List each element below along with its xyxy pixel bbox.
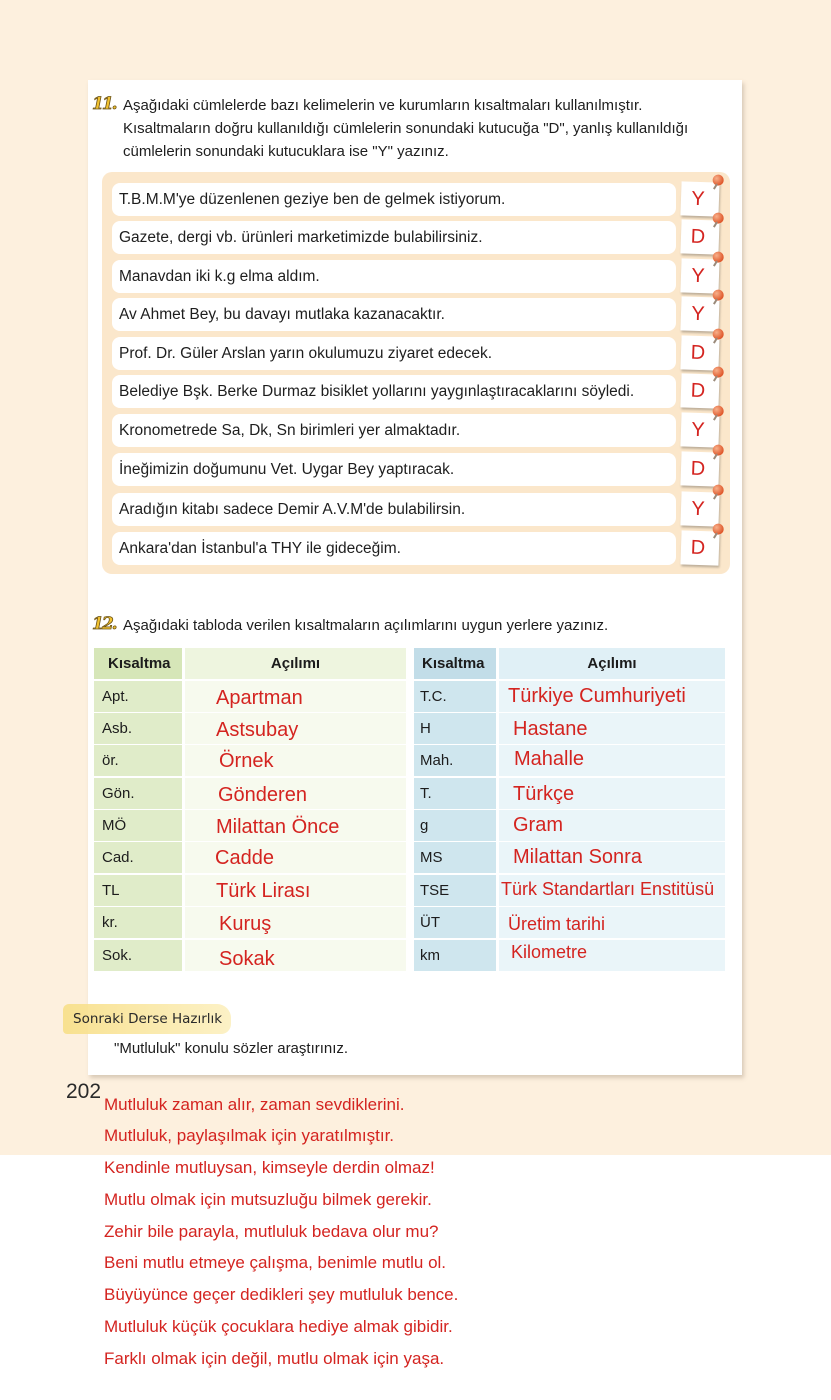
handwritten-answer: Türk Standartları Enstitüsü	[501, 879, 715, 899]
answer-box[interactable]	[680, 335, 719, 370]
abbreviation-cell: g	[414, 810, 496, 841]
handwritten-answer: Gönderen	[218, 784, 307, 806]
handwritten-answer: Hastane	[513, 718, 588, 740]
answer-box[interactable]	[680, 373, 719, 408]
answer-box[interactable]	[680, 530, 719, 565]
handwritten-answer: Mahalle	[514, 748, 585, 770]
table-row	[414, 681, 726, 712]
abbreviation-cell: Asb.	[94, 713, 182, 744]
table-row	[414, 810, 726, 841]
abbreviation-cell: Mah.	[414, 745, 496, 776]
handwritten-answer: Üretim tarihi	[508, 914, 606, 934]
abbreviation-cell: Sok.	[94, 940, 182, 971]
answer-letter: Y	[690, 187, 706, 211]
abbreviation-cell: TSE	[414, 875, 496, 906]
answer-letter: D	[690, 341, 706, 365]
answer-letter: Y	[690, 264, 706, 288]
answer-box[interactable]	[680, 181, 719, 216]
answer-box[interactable]	[680, 219, 719, 254]
sentence-row: Gazete, dergi vb. ürünleri marketimizde bulabilirsiniz.	[112, 221, 676, 254]
header-abbreviation: Kısaltma	[414, 648, 496, 679]
handwritten-answer: Cadde	[215, 847, 274, 869]
abbreviation-cell: ÜT	[414, 907, 496, 938]
question-12-instruction: Aşağıdaki tabloda verilen kısaltmaların açılımlarını uygun yerlere yazınız.	[123, 617, 609, 634]
answer-letter: D	[690, 379, 706, 403]
table-row	[414, 745, 726, 776]
answer-letter: Y	[690, 497, 706, 521]
table-header	[94, 648, 406, 679]
abbreviation-cell: Gön.	[94, 778, 182, 809]
abbreviation-cell: T.	[414, 778, 496, 809]
quote-line: Farklı olmak için değil, mutlu olmak için yaşa.	[104, 1349, 445, 1368]
table-row	[414, 940, 726, 971]
sentence-row: Prof. Dr. Güler Arslan yarın okulumuzu ziyaret edecek.	[112, 337, 676, 370]
abbreviation-cell: MÖ	[94, 810, 182, 841]
answer-box[interactable]	[680, 451, 719, 486]
header-abbreviation: Kısaltma	[94, 648, 182, 679]
sentence-row: T.B.M.M'ye düzenlenen geziye ben de gelmek istiyorum.	[112, 183, 676, 216]
sentence-row: Kronometrede Sa, Dk, Sn birimleri yer almaktadır.	[112, 414, 676, 447]
handwritten-answer: Örnek	[219, 750, 274, 772]
abbreviation-cell: km	[414, 940, 496, 971]
handwritten-answer: Türkiye Cumhuriyeti	[508, 685, 686, 707]
sentence-row: Manavdan iki k.g elma aldım.	[112, 260, 676, 293]
abbreviation-cell: TL	[94, 875, 182, 906]
answer-letter: D	[690, 225, 706, 249]
table-row	[414, 875, 726, 906]
abbreviation-cell: T.C.	[414, 681, 496, 712]
answer-box[interactable]	[680, 412, 719, 447]
instruction-line: cümlelerin sonundaki kutucuklara ise "Y" yazınız.	[123, 143, 449, 160]
answer-box[interactable]	[680, 491, 719, 526]
next-lesson-label: Sonraki Derse Hazırlık	[63, 1004, 231, 1034]
table-row	[94, 713, 406, 744]
abbreviation-cell: H	[414, 713, 496, 744]
instruction-line: Aşağıdaki cümlelerde bazı kelimelerin ve kurumların kısaltmaları kullanılmıştır.	[123, 97, 643, 114]
quote-line: Mutlu olmak için mutsuzluğu bilmek gerekir.	[104, 1190, 432, 1209]
abbreviation-cell: kr.	[94, 907, 182, 938]
answer-letter: Y	[690, 302, 706, 326]
table-row	[414, 842, 726, 873]
table-row	[414, 778, 726, 809]
sentence-row: İneğimizin doğumunu Vet. Uygar Bey yaptıracak.	[112, 453, 676, 486]
next-lesson-task: "Mutluluk" konulu sözler araştırınız.	[114, 1040, 349, 1057]
quote-line: Mutluluk küçük çocuklara hediye almak gibidir.	[104, 1317, 453, 1336]
sentence-row: Aradığın kitabı sadece Demir A.V.M'de bulabilirsin.	[112, 493, 676, 526]
table-row	[94, 778, 406, 809]
handwritten-answer: Milattan Önce	[216, 816, 340, 838]
handwritten-answer: Milattan Sonra	[513, 846, 642, 868]
instruction-line: Kısaltmaların doğru kullanıldığı cümlelerin sonundaki kutucuğa "D", yanlış kullanıldığı	[123, 120, 689, 137]
sentence-row: Belediye Bşk. Berke Durmaz bisiklet yollarını yaygınlaştıracaklarını söyledi.	[112, 375, 676, 408]
quote-line: Kendinle mutluysan, kimseyle derdin olmaz!	[104, 1158, 435, 1177]
quote-line: Beni mutlu etmeye çalışma, benimle mutlu ol.	[104, 1253, 447, 1272]
answer-box[interactable]	[680, 296, 719, 331]
header-expansion: Açılımı	[499, 648, 725, 679]
table-row	[94, 681, 406, 712]
table-row	[94, 842, 406, 873]
table-row	[94, 907, 406, 938]
question-12-number: 12.	[92, 614, 116, 634]
answer-letter: D	[690, 536, 706, 560]
header-expansion: Açılımı	[185, 648, 406, 679]
handwritten-answer: Türkçe	[513, 783, 575, 805]
handwritten-answer: Türk Lirası	[216, 880, 311, 902]
quote-line: Mutluluk zaman alır, zaman sevdiklerini.	[104, 1095, 405, 1114]
handwritten-answer: Kuruş	[219, 913, 272, 935]
table-row	[94, 875, 406, 906]
table-row	[94, 810, 406, 841]
question-11-instruction	[123, 94, 688, 163]
answer-letter: Y	[690, 418, 706, 442]
answer-letter: D	[690, 457, 706, 481]
handwritten-answer: Sokak	[219, 948, 275, 970]
table-row	[94, 940, 406, 971]
handwritten-answer: Gram	[513, 814, 563, 836]
abbreviation-cell: MS	[414, 842, 496, 873]
handwritten-answer: Kilometre	[511, 942, 588, 962]
quote-line: Büyüyünce geçer dedikleri şey mutluluk bence.	[104, 1285, 459, 1304]
table-row	[414, 907, 726, 938]
abbreviation-cell: Apt.	[94, 681, 182, 712]
handwritten-answer: Apartman	[216, 687, 303, 709]
quote-line: Zehir bile parayla, mutluluk bedava olur mu?	[104, 1222, 439, 1241]
table-header	[414, 648, 726, 679]
table-row	[94, 745, 406, 776]
answer-box[interactable]	[680, 258, 719, 293]
handwritten-answer: Astsubay	[216, 719, 299, 741]
abbreviation-cell: ör.	[94, 745, 182, 776]
page-number: 202	[66, 1080, 102, 1103]
question-11-number: 11.	[92, 94, 116, 114]
abbreviation-cell: Cad.	[94, 842, 182, 873]
quote-line: Mutluluk, paylaşılmak için yaratılmıştır.	[104, 1126, 395, 1145]
table-row	[414, 713, 726, 744]
sentence-row: Ankara'dan İstanbul'a THY ile gideceğim.	[112, 532, 676, 565]
sentence-row: Av Ahmet Bey, bu davayı mutlaka kazanacaktır.	[112, 298, 676, 331]
